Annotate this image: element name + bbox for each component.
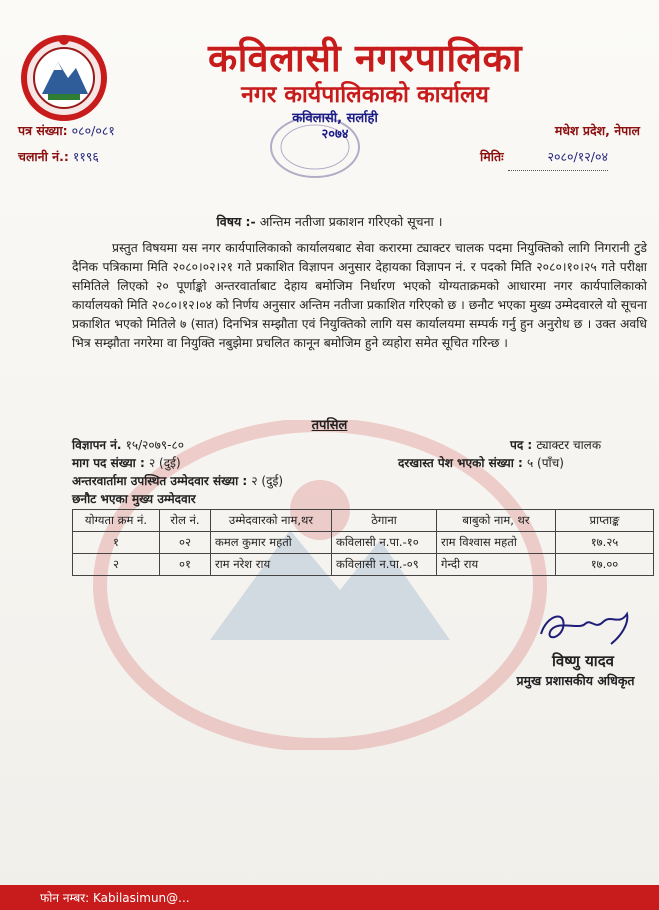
cell-name: कमल कुमार महतो [211,532,332,554]
post-line [510,437,601,453]
province-date-block [480,118,640,171]
table-row [73,532,654,554]
col-address: ठेगाना [332,510,437,532]
ad-no-value: १५/२०७९-८० [125,438,184,452]
col-name: उम्मेदवारको नाम,थर [211,510,332,532]
nepal-emblem-icon [20,32,108,122]
subject-text: अन्तिम नतीजा प्रकाशन गरिएको सूचना । [259,214,443,229]
applicants-label: दरखास्त पेश भएको संख्या : [398,456,523,470]
signature-icon [533,600,643,650]
cell-roll: ०१ [160,554,211,576]
ad-no-label: विज्ञापन नं. [72,438,122,452]
dispatch-no-value: ११९६ [72,149,99,164]
dispatch-no-label: चलानी नं.: [18,149,69,164]
office-address: कविलासी, सर्लाही [292,111,378,126]
established-year: २०७४ [321,127,349,142]
post-label: पद : [510,438,533,452]
letter-no-label: पत्र संख्या: [18,123,68,138]
cell-rank: १ [73,532,160,554]
interview-label: अन्तरवार्तामा उपस्थित उम्मेदवार संख्या : [72,474,248,488]
details-heading: तपसिल [311,418,348,433]
office-subtitle: नगर कार्यपालिकाको कार्यालय [241,82,489,108]
municipality-title: कविलासी नगरपालिका [207,36,523,80]
signatory-post: प्रमुख प्रशासकीय अधिकृत [516,673,635,688]
table-header-row [73,510,654,532]
demand-line [72,455,181,471]
applicants-value: ५ (पाँच) [526,456,564,470]
cell-score: १७.०० [556,554,654,576]
cell-father: गेन्दी राय [437,554,556,576]
subject-line [0,213,659,230]
footer-bar [0,885,659,910]
applicants-line [398,455,564,471]
reference-block [18,118,115,170]
date-value: २०८०/१२/०४ [508,144,608,171]
footer-contact: फोन नम्बर: Kabilasimun@... [40,891,190,905]
col-rank: योग्यता क्रम नं. [73,510,160,532]
letter-no-value: ०८०/०८१ [71,123,115,138]
cell-score: १७.२५ [556,532,654,554]
col-father: बाबुको नाम, थर [437,510,556,532]
cell-address: कविलासी न.पा.-१० [332,532,437,554]
demand-label: माग पद संख्या : [72,456,145,470]
cell-address: कविलासी न.पा.-०९ [332,554,437,576]
selected-heading: छनौट भएका मुख्य उम्मेदवार [72,492,196,506]
interview-line [72,473,283,489]
post-value: ट्याक्टर चालक [536,438,602,452]
interview-value: २ (दुई) [251,474,284,488]
col-score: प्राप्ताङ्क [556,510,654,532]
cell-roll: ०२ [160,532,211,554]
province: मधेश प्रदेश, नेपाल [554,123,640,138]
date-label: मितिः [480,149,504,164]
notice-body: प्रस्तुत विषयमा यस नगर कार्यपालिकाको कार्यालयबाट सेवा करारमा ट्याक्टर चालक पदमा नियुक्तिको लागि निगरानी टुडे दैनिक पत्रिकामा मिति २०८०।०२।२१ गते प्रकाशित विज्ञापन अनुसार देहायका विज्ञापन नं. र पदको मिति २०८०।१०।२५ गते परीक्षा समितिले लिएको २० पूर्णाङ्को अन्तरवार्ताबाट देहाय बमोजिम निर्धारण भएको योग्यताक्रमको आधारमा नगर कार्यपालिकाको कार्यालयको मिति २०८०।१२।०४ को निर्णय अनुसार अन्तिम नतीजा प्रकाशित गरिएको छ । छनौट भएका मुख्य उम्मेदवारले यो सूचना प्रकाशित भएको मितिले ७ (सात) दिनभित्र सम्झौता एवं नियुक्तिको लागि यस कार्यालयमा सम्पर्क गर्नु हुन अनुरोध छ । उक्त अवधि भित्र सम्झौता नगरेमा वा नियुक्ति नबुझेमा प्रचलित कानून बमोजिम हुने व्यहोरा समेत सूचित गरिन्छ । [72,241,647,350]
cell-father: राम विश्वास महतो [437,532,556,554]
cell-rank: २ [73,554,160,576]
signatory-name: विष्णु यादव [551,652,614,670]
col-roll: रोल नं. [160,510,211,532]
ad-no-line [72,437,184,453]
results-table [72,509,654,576]
cell-name: राम नरेश राय [211,554,332,576]
table-row [73,554,654,576]
demand-value: २ (दुई) [148,456,181,470]
subject-label: विषय :- [216,214,256,229]
